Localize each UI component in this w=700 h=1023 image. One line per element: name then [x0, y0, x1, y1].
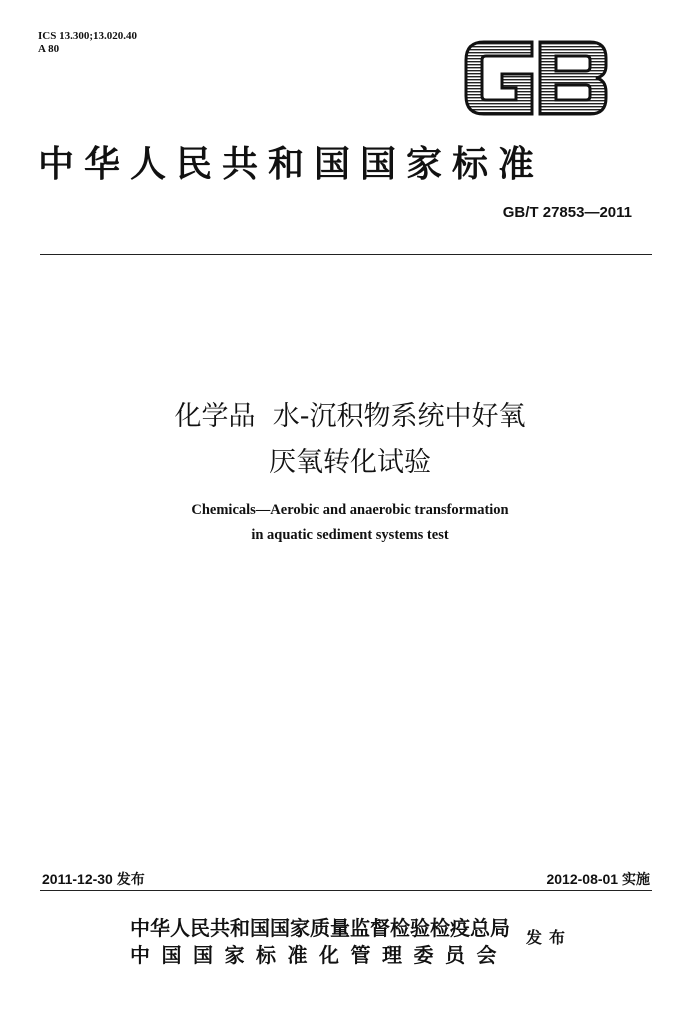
title-cn-line1: 化学品 水-沉积物系统中好氧 — [174, 401, 526, 432]
standard-number: GB/T 27853—2011 — [502, 204, 632, 221]
publisher-line2: 中国国家标准化管理委员会 — [130, 943, 508, 967]
publisher-line1: 中华人民共和国国家质量监督检验检疫总局 — [130, 916, 510, 940]
bottom-divider — [40, 890, 652, 891]
classification-code: A 80 — [38, 43, 60, 55]
standard-type-title: 中华人民共和国国家标准 — [38, 143, 545, 185]
publish-verb: 发布 — [526, 928, 573, 947]
ics-code-block — [38, 30, 137, 56]
gb-logo-icon — [462, 34, 610, 122]
issued-date: 2011-12-30 发布 — [42, 871, 145, 887]
implemented-date: 2012-08-01 实施 — [546, 871, 650, 887]
title-en-line2: in aquatic sediment systems test — [251, 527, 449, 543]
ics-line: ICS 13.300;13.020.40 — [38, 30, 138, 42]
title-en-line1: Chemicals—Aerobic and anaerobic transformation — [191, 502, 509, 518]
title-cn-line2: 厌氧转化试验 — [269, 447, 431, 478]
top-divider — [40, 254, 652, 255]
